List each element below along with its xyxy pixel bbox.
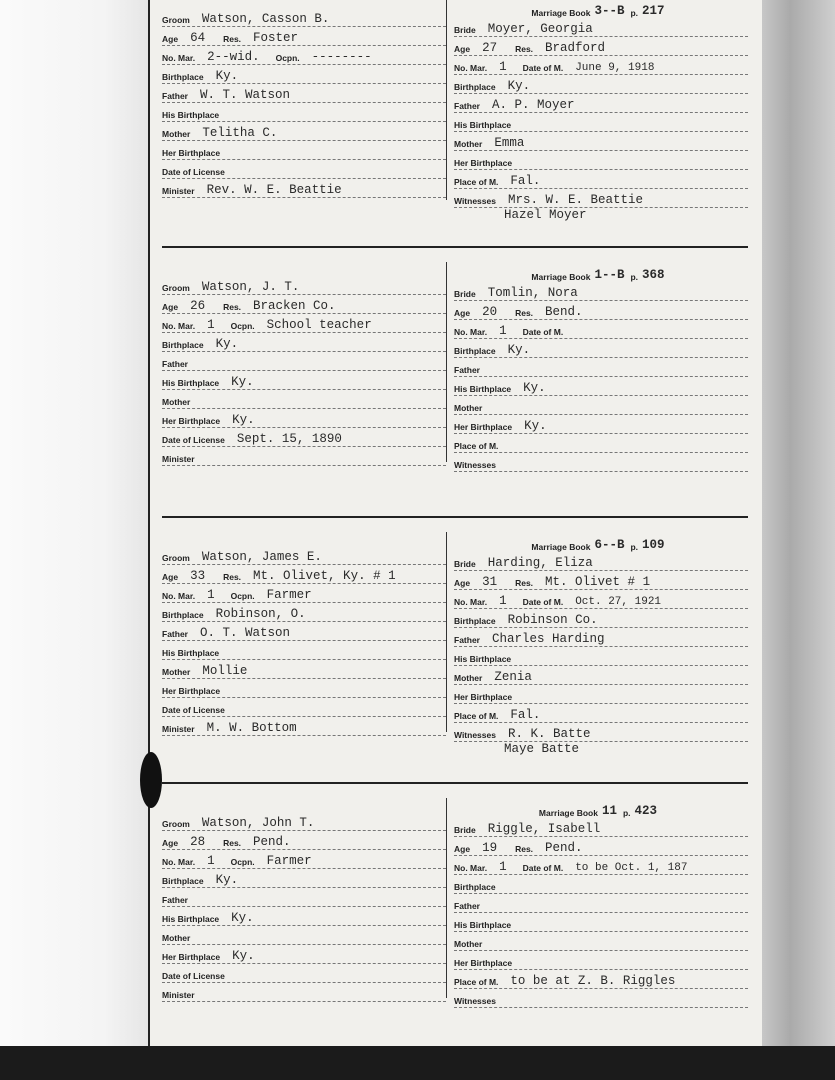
res-label: Res. (515, 44, 534, 54)
groom-father-line (162, 622, 446, 641)
groom-residence: Mt. Olivet, Ky. # 1 (253, 569, 396, 583)
groom-label: Groom (162, 819, 190, 829)
groom-name-line (162, 812, 446, 831)
date-of-license-label: Date of License (162, 435, 225, 445)
page-label: p. (622, 808, 631, 818)
groom-age: 28 (190, 835, 206, 849)
his-birthplace-label: His Birthplace (454, 654, 512, 664)
no-mar-label: No. Mar. (454, 863, 488, 873)
bride-birthplace: Robinson Co. (507, 613, 598, 627)
bride-mother: Zenia (494, 670, 532, 684)
his-birthplace-label: His Birthplace (162, 648, 220, 658)
bride-place-line (454, 434, 748, 453)
witnesses-label: Witnesses (454, 460, 496, 470)
marriage-book-number: 6--B (594, 538, 625, 552)
date-of-m-label: Date of M. (522, 863, 564, 873)
groom-nomar-line (162, 584, 446, 603)
groom-name-line (162, 8, 446, 27)
groom-her-birthplace: Ky. (232, 949, 255, 963)
date-of-license-label: Date of License (162, 167, 225, 177)
marriage-book-label: Marriage Book (531, 272, 591, 282)
groom-column (162, 8, 446, 198)
age-label: Age (454, 308, 471, 318)
bride-no-mar: 1 (499, 860, 507, 874)
bride-date-of-marriage: Oct. 27, 1921 (575, 596, 662, 608)
age-label: Age (162, 302, 179, 312)
minister-label: Minister (162, 724, 195, 734)
bride-no-mar: 1 (499, 60, 507, 74)
bride-age: 20 (482, 305, 498, 319)
groom-label: Groom (162, 283, 190, 293)
bride-place-line (454, 970, 748, 989)
no-mar-label: No. Mar. (454, 63, 488, 73)
bride-his-birthplace-line (454, 377, 748, 396)
res-label: Res. (515, 844, 534, 854)
bride-name-line (454, 18, 748, 37)
groom-birthplace-line (162, 333, 446, 352)
minister-label: Minister (162, 990, 195, 1000)
her-birthplace-label: Her Birthplace (162, 952, 221, 962)
marriage-book-number: 3--B (594, 4, 625, 18)
groom-father: O. T. Watson (199, 626, 290, 640)
groom-nomar-line (162, 46, 446, 65)
bride-age-line (454, 571, 748, 590)
ocpn-label: Ocpn. (230, 857, 255, 867)
groom-no-mar: 2--wid. (207, 50, 260, 64)
groom-his-birthplace-line (162, 641, 446, 660)
bride-mother-line (454, 666, 748, 685)
groom-occupation: Farmer (266, 588, 312, 602)
age-label: Age (454, 578, 471, 588)
mother-label: Mother (454, 403, 483, 413)
groom-license-line (162, 698, 446, 717)
groom-name: Watson, James E. (201, 550, 322, 564)
groom-column (162, 812, 446, 1002)
bride-his-birthplace-line (454, 113, 748, 132)
bride-nomar-line (454, 856, 748, 875)
res-label: Res. (223, 838, 242, 848)
groom-name: Watson, John T. (201, 816, 315, 830)
age-label: Age (162, 572, 179, 582)
scan-bottom-border (0, 1046, 835, 1080)
groom-age-line (162, 831, 446, 850)
page-label: p. (630, 272, 639, 282)
bride-label: Bride (454, 289, 476, 299)
groom-no-mar: 1 (207, 588, 215, 602)
groom-age-line (162, 295, 446, 314)
no-mar-label: No. Mar. (162, 53, 196, 63)
bride-witnesses-line (454, 453, 748, 472)
date-of-license-label: Date of License (162, 705, 225, 715)
no-mar-label: No. Mar. (162, 321, 196, 331)
groom-her-birthplace-line (162, 679, 446, 698)
bride-birthplace: Ky. (507, 79, 531, 93)
bride-her-birthplace-line (454, 685, 748, 704)
bride-father-line (454, 628, 748, 647)
marriage-book-line (454, 800, 748, 818)
res-label: Res. (223, 302, 242, 312)
her-birthplace-label: Her Birthplace (162, 416, 221, 426)
bride-no-mar: 1 (499, 324, 507, 338)
his-birthplace-label: His Birthplace (162, 110, 220, 120)
groom-name: Watson, Casson B. (201, 12, 330, 26)
ocpn-label: Ocpn. (230, 591, 255, 601)
groom-name-line (162, 546, 446, 565)
bride-witnesses-continued (454, 472, 748, 488)
mother-label: Mother (454, 139, 483, 149)
bride-residence: Bradford (545, 41, 606, 55)
groom-minister: Rev. W. E. Beattie (206, 183, 342, 197)
groom-occupation: School teacher (266, 318, 372, 332)
groom-birthplace: Ky. (215, 69, 239, 83)
groom-his-birthplace-line (162, 907, 446, 926)
bride-age: 31 (482, 575, 498, 589)
marriage-book-line (454, 0, 748, 18)
her-birthplace-label: Her Birthplace (454, 422, 513, 432)
groom-father-line (162, 84, 446, 103)
groom-mother: Telitha C. (202, 126, 278, 140)
bride-residence: Pend. (545, 841, 583, 855)
father-label: Father (162, 895, 188, 905)
bride-column (454, 0, 748, 224)
res-label: Res. (515, 308, 534, 318)
bride-age: 27 (482, 41, 498, 55)
no-mar-label: No. Mar. (454, 597, 488, 607)
bride-label: Bride (454, 559, 476, 569)
groom-date-of-license: Sept. 15, 1890 (236, 432, 342, 446)
father-label: Father (454, 635, 480, 645)
her-birthplace-label: Her Birthplace (162, 686, 221, 696)
groom-his-birthplace: Ky. (231, 911, 254, 925)
groom-mother-line (162, 926, 446, 945)
bride-mother-line (454, 396, 748, 415)
bride-witnesses-line (454, 723, 748, 742)
marriage-book-label: Marriage Book (531, 8, 591, 18)
bride-father: A. P. Moyer (491, 98, 575, 112)
bride-birthplace-line (454, 875, 748, 894)
his-birthplace-label: His Birthplace (454, 920, 512, 930)
groom-age: 64 (190, 31, 206, 45)
record-divider (162, 246, 748, 248)
bride-column (454, 534, 748, 758)
groom-birthplace: Ky. (215, 337, 239, 351)
groom-birthplace-line (162, 603, 446, 622)
birthplace-label: Birthplace (162, 72, 204, 82)
groom-father-line (162, 888, 446, 907)
bride-date-of-marriage: June 9, 1918 (575, 62, 655, 74)
groom-father: W. T. Watson (199, 88, 290, 102)
bride-column (454, 264, 748, 488)
bride-witnesses-line (454, 189, 748, 208)
no-mar-label: No. Mar. (454, 327, 488, 337)
groom-license-line (162, 160, 446, 179)
scan-margin-left (0, 0, 148, 1080)
groom-birthplace-line (162, 869, 446, 888)
groom-occupation: Farmer (266, 854, 312, 868)
record-divider (162, 782, 748, 784)
marriage-book-page: 423 (634, 804, 658, 818)
her-birthplace-label: Her Birthplace (454, 692, 513, 702)
res-label: Res. (515, 578, 534, 588)
groom-no-mar: 1 (207, 318, 215, 332)
bride-name: Harding, Eliza (487, 556, 593, 570)
groom-minister-line (162, 717, 446, 736)
bride-name: Tomlin, Nora (487, 286, 578, 300)
bride-mother: Emma (494, 136, 525, 150)
groom-age-line (162, 27, 446, 46)
date-of-m-label: Date of M. (522, 327, 564, 337)
groom-mother-line (162, 660, 446, 679)
bride-witnesses-line (454, 989, 748, 1008)
bride-his-birthplace: Ky. (523, 381, 546, 395)
bride-age-line (454, 837, 748, 856)
birthplace-label: Birthplace (454, 82, 496, 92)
bride-label: Bride (454, 25, 476, 35)
place-of-m-label: Place of M. (454, 711, 499, 721)
his-birthplace-label: His Birthplace (454, 384, 512, 394)
groom-no-mar: 1 (207, 854, 215, 868)
bride-mother-line (454, 932, 748, 951)
mother-label: Mother (454, 939, 483, 949)
groom-name: Watson, J. T. (201, 280, 300, 294)
bride-witnesses-continued: Hazel Moyer (504, 208, 587, 222)
no-mar-label: No. Mar. (162, 591, 196, 601)
birthplace-label: Birthplace (162, 876, 204, 886)
groom-column (162, 276, 446, 466)
bride-name-line (454, 818, 748, 837)
bride-father-line (454, 94, 748, 113)
no-mar-label: No. Mar. (162, 857, 196, 867)
groom-birthplace-line (162, 65, 446, 84)
bride-mother-line (454, 132, 748, 151)
column-separator (446, 798, 447, 998)
her-birthplace-label: Her Birthplace (454, 958, 513, 968)
birthplace-label: Birthplace (162, 610, 204, 620)
groom-nomar-line (162, 850, 446, 869)
her-birthplace-label: Her Birthplace (454, 158, 513, 168)
father-label: Father (162, 629, 188, 639)
groom-her-birthplace: Ky. (232, 413, 255, 427)
mother-label: Mother (162, 667, 191, 677)
marriage-book-page: 368 (642, 268, 665, 282)
groom-her-birthplace-line (162, 945, 446, 964)
groom-minister-line (162, 447, 446, 466)
father-label: Father (454, 101, 480, 111)
bride-nomar-line (454, 56, 748, 75)
witnesses-label: Witnesses (454, 996, 496, 1006)
marriage-book-label: Marriage Book (538, 808, 598, 818)
bride-place-line (454, 170, 748, 189)
father-label: Father (454, 901, 480, 911)
bride-residence: Mt. Olivet # 1 (545, 575, 651, 589)
bride-her-birthplace: Ky. (524, 419, 547, 433)
place-of-m-label: Place of M. (454, 977, 499, 987)
bride-place-of-marriage: to be at Z. B. Riggles (510, 974, 676, 988)
groom-birthplace: Ky. (215, 873, 239, 887)
bride-age-line (454, 37, 748, 56)
bride-her-birthplace-line (454, 415, 748, 434)
bride-name-line (454, 282, 748, 301)
bride-name: Riggle, Isabell (487, 822, 601, 836)
column-separator (446, 262, 447, 462)
bride-birthplace-line (454, 609, 748, 628)
age-label: Age (454, 44, 471, 54)
register-page (148, 0, 762, 1046)
mother-label: Mother (162, 397, 191, 407)
birthplace-label: Birthplace (162, 340, 204, 350)
groom-mother: Mollie (202, 664, 248, 678)
bride-residence: Bend. (545, 305, 583, 319)
groom-her-birthplace-line (162, 409, 446, 428)
marriage-book-page: 217 (642, 4, 665, 18)
minister-label: Minister (162, 454, 195, 464)
marriage-book-number: 1--B (594, 268, 625, 282)
bride-age: 19 (482, 841, 498, 855)
column-separator (446, 0, 447, 200)
bride-nomar-line (454, 320, 748, 339)
marriage-book-line (454, 264, 748, 282)
groom-his-birthplace-line (162, 371, 446, 390)
mother-label: Mother (162, 933, 191, 943)
groom-mother-line (162, 122, 446, 141)
bride-place-of-marriage: Fal. (510, 174, 541, 188)
bride-his-birthplace-line (454, 647, 748, 666)
column-separator (446, 532, 447, 732)
bride-no-mar: 1 (499, 594, 507, 608)
bride-label: Bride (454, 825, 476, 835)
birthplace-label: Birthplace (454, 616, 496, 626)
groom-father-line (162, 352, 446, 371)
bride-his-birthplace-line (454, 913, 748, 932)
res-label: Res. (223, 34, 242, 44)
birthplace-label: Birthplace (454, 882, 496, 892)
mother-label: Mother (162, 129, 191, 139)
bride-name-line (454, 552, 748, 571)
bride-nomar-line (454, 590, 748, 609)
place-of-m-label: Place of M. (454, 441, 499, 451)
bride-witnesses: R. K. Batte (507, 727, 591, 741)
bride-column (454, 800, 748, 1024)
ocpn-label: Ocpn. (275, 53, 300, 63)
marriage-book-number: 11 (601, 804, 617, 818)
bride-date-of-marriage: to be Oct. 1, 187 (575, 862, 688, 874)
date-of-m-label: Date of M. (522, 597, 564, 607)
bride-father-line (454, 358, 748, 377)
age-label: Age (454, 844, 471, 854)
groom-residence: Foster (253, 31, 299, 45)
page-label: p. (630, 542, 639, 552)
marriage-book-line (454, 534, 748, 552)
bride-father-line (454, 894, 748, 913)
bride-birthplace-line (454, 75, 748, 94)
groom-column (162, 546, 446, 736)
groom-occupation: -------- (311, 50, 372, 64)
date-of-m-label: Date of M. (522, 63, 564, 73)
marriage-book-label: Marriage Book (531, 542, 591, 552)
groom-label: Groom (162, 553, 190, 563)
groom-mother-line (162, 390, 446, 409)
groom-license-line (162, 964, 446, 983)
marriage-book-page: 109 (642, 538, 665, 552)
birthplace-label: Birthplace (454, 346, 496, 356)
groom-minister-line (162, 179, 446, 198)
groom-his-birthplace-line (162, 103, 446, 122)
minister-label: Minister (162, 186, 195, 196)
father-label: Father (454, 365, 480, 375)
bride-witnesses-continued (454, 1008, 748, 1024)
bride-witnesses-continued: Maye Batte (504, 742, 580, 756)
res-label: Res. (223, 572, 242, 582)
binder-hole (140, 752, 162, 808)
bride-birthplace-line (454, 339, 748, 358)
age-label: Age (162, 838, 179, 848)
bride-her-birthplace-line (454, 151, 748, 170)
ocpn-label: Ocpn. (230, 321, 255, 331)
groom-birthplace: Robinson, O. (215, 607, 306, 621)
groom-residence: Bracken Co. (253, 299, 336, 313)
bride-her-birthplace-line (454, 951, 748, 970)
groom-minister: M. W. Bottom (206, 721, 297, 735)
his-birthplace-label: His Birthplace (162, 378, 220, 388)
father-label: Father (162, 359, 188, 369)
scan-margin-right (760, 0, 835, 1080)
groom-license-line (162, 428, 446, 447)
his-birthplace-label: His Birthplace (162, 914, 220, 924)
bride-birthplace: Ky. (507, 343, 531, 357)
bride-age-line (454, 301, 748, 320)
groom-minister-line (162, 983, 446, 1002)
her-birthplace-label: Her Birthplace (162, 148, 221, 158)
groom-his-birthplace: Ky. (231, 375, 254, 389)
page-label: p. (630, 8, 639, 18)
bride-name: Moyer, Georgia (487, 22, 593, 36)
bride-witnesses: Mrs. W. E. Beattie (507, 193, 643, 207)
groom-residence: Pend. (253, 835, 291, 849)
record-divider (162, 516, 748, 518)
bride-place-of-marriage: Fal. (510, 708, 541, 722)
mother-label: Mother (454, 673, 483, 683)
groom-age: 26 (190, 299, 206, 313)
witnesses-label: Witnesses (454, 730, 496, 740)
date-of-license-label: Date of License (162, 971, 225, 981)
groom-label: Groom (162, 15, 190, 25)
groom-name-line (162, 276, 446, 295)
father-label: Father (162, 91, 188, 101)
bride-place-line (454, 704, 748, 723)
witnesses-label: Witnesses (454, 196, 496, 206)
his-birthplace-label: His Birthplace (454, 120, 512, 130)
age-label: Age (162, 34, 179, 44)
groom-nomar-line (162, 314, 446, 333)
place-of-m-label: Place of M. (454, 177, 499, 187)
bride-father: Charles Harding (491, 632, 605, 646)
groom-her-birthplace-line (162, 141, 446, 160)
groom-age-line (162, 565, 446, 584)
groom-age: 33 (190, 569, 206, 583)
